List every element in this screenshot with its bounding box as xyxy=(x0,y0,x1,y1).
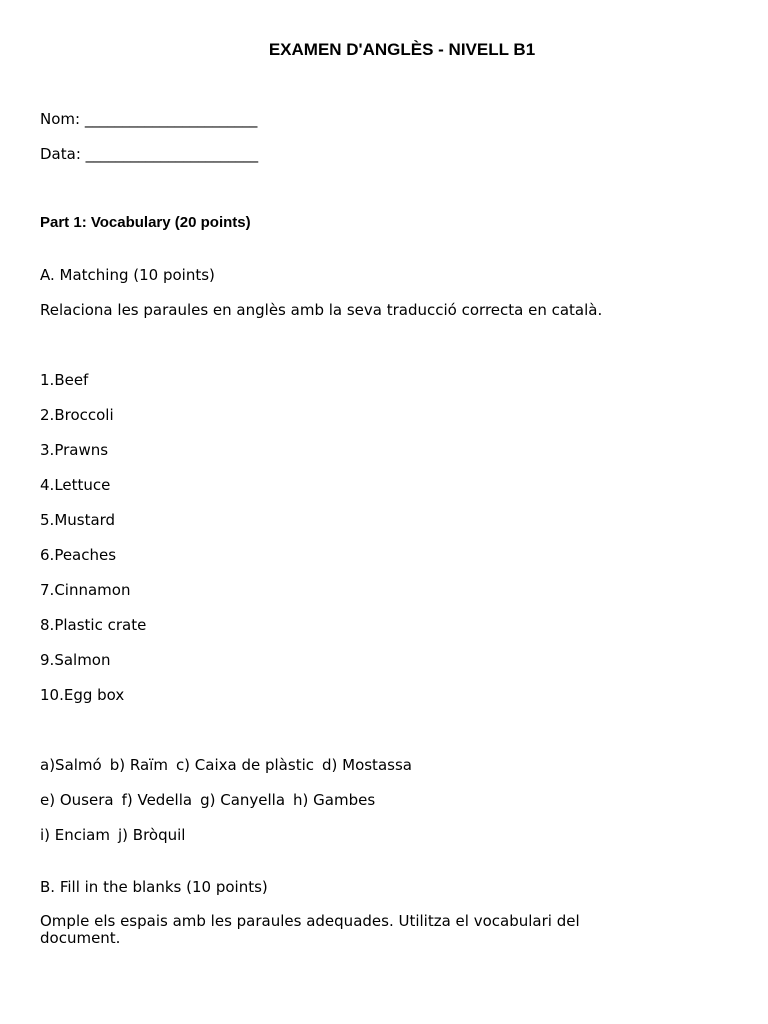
item-word: Prawns xyxy=(54,441,109,459)
options-row xyxy=(40,826,185,844)
option: a) xyxy=(40,756,56,774)
item-word: Plastic crate xyxy=(54,616,147,634)
item-word: Cinnamon xyxy=(54,581,131,599)
item-number: 7. xyxy=(40,581,55,599)
section-b-instructions: Omple els espais amb les paraules adequades. Utilitza el vocabulari del document. xyxy=(40,912,580,947)
item-word: Lettuce xyxy=(54,476,111,494)
list-item xyxy=(40,581,130,599)
item-word: Salmon xyxy=(54,651,111,669)
option: i) Enciam xyxy=(40,826,110,844)
item-number: 8. xyxy=(40,616,55,634)
item-number: 10. xyxy=(40,686,64,704)
part1-heading: Part 1: Vocabulary (20 points) xyxy=(40,214,251,231)
option: h) Gambes xyxy=(293,791,376,809)
item-word: Mustard xyxy=(54,511,116,529)
item-number: 9. xyxy=(40,651,55,669)
option: c) Caixa de plàstic xyxy=(175,756,314,774)
exam-title: EXAMEN D'ANGLÈS - NIVELL B1 xyxy=(268,40,536,59)
list-item xyxy=(40,686,124,704)
section-a-instructions: Relaciona les paraules en anglès amb la seva traducció correcta en català. xyxy=(40,301,603,319)
list-item xyxy=(40,406,114,424)
item-word: Egg box xyxy=(63,686,125,704)
item-word: Peaches xyxy=(54,546,117,564)
list-item xyxy=(40,371,88,389)
list-item xyxy=(40,616,146,634)
section-a-title: A. Matching (10 points) xyxy=(40,266,215,284)
list-item xyxy=(40,651,111,669)
item-number: 2. xyxy=(40,406,55,424)
name-field: Nom: _______________________ xyxy=(40,110,258,128)
option: e) Ousera xyxy=(40,791,114,809)
option: g) Canyella xyxy=(200,791,286,809)
option: Salmó xyxy=(55,756,102,774)
item-number: 5. xyxy=(40,511,55,529)
list-item xyxy=(40,511,115,529)
option: d) Mostassa xyxy=(321,756,412,774)
option: f) Vedella xyxy=(121,791,193,809)
option: j) Bròquil xyxy=(118,826,186,844)
options-row xyxy=(40,791,375,809)
list-item xyxy=(40,476,110,494)
item-number: 3. xyxy=(40,441,55,459)
item-number: 6. xyxy=(40,546,55,564)
item-word: Beef xyxy=(54,371,89,389)
list-item xyxy=(40,441,108,459)
item-number: 1. xyxy=(40,371,55,389)
options-row xyxy=(40,756,412,774)
item-number: 4. xyxy=(40,476,55,494)
item-word: Broccoli xyxy=(54,406,114,424)
option: b) Raïm xyxy=(109,756,168,774)
list-item xyxy=(40,546,116,564)
date-field: Data: _______________________ xyxy=(40,145,259,163)
section-b-title: B. Fill in the blanks (10 points) xyxy=(40,878,268,896)
